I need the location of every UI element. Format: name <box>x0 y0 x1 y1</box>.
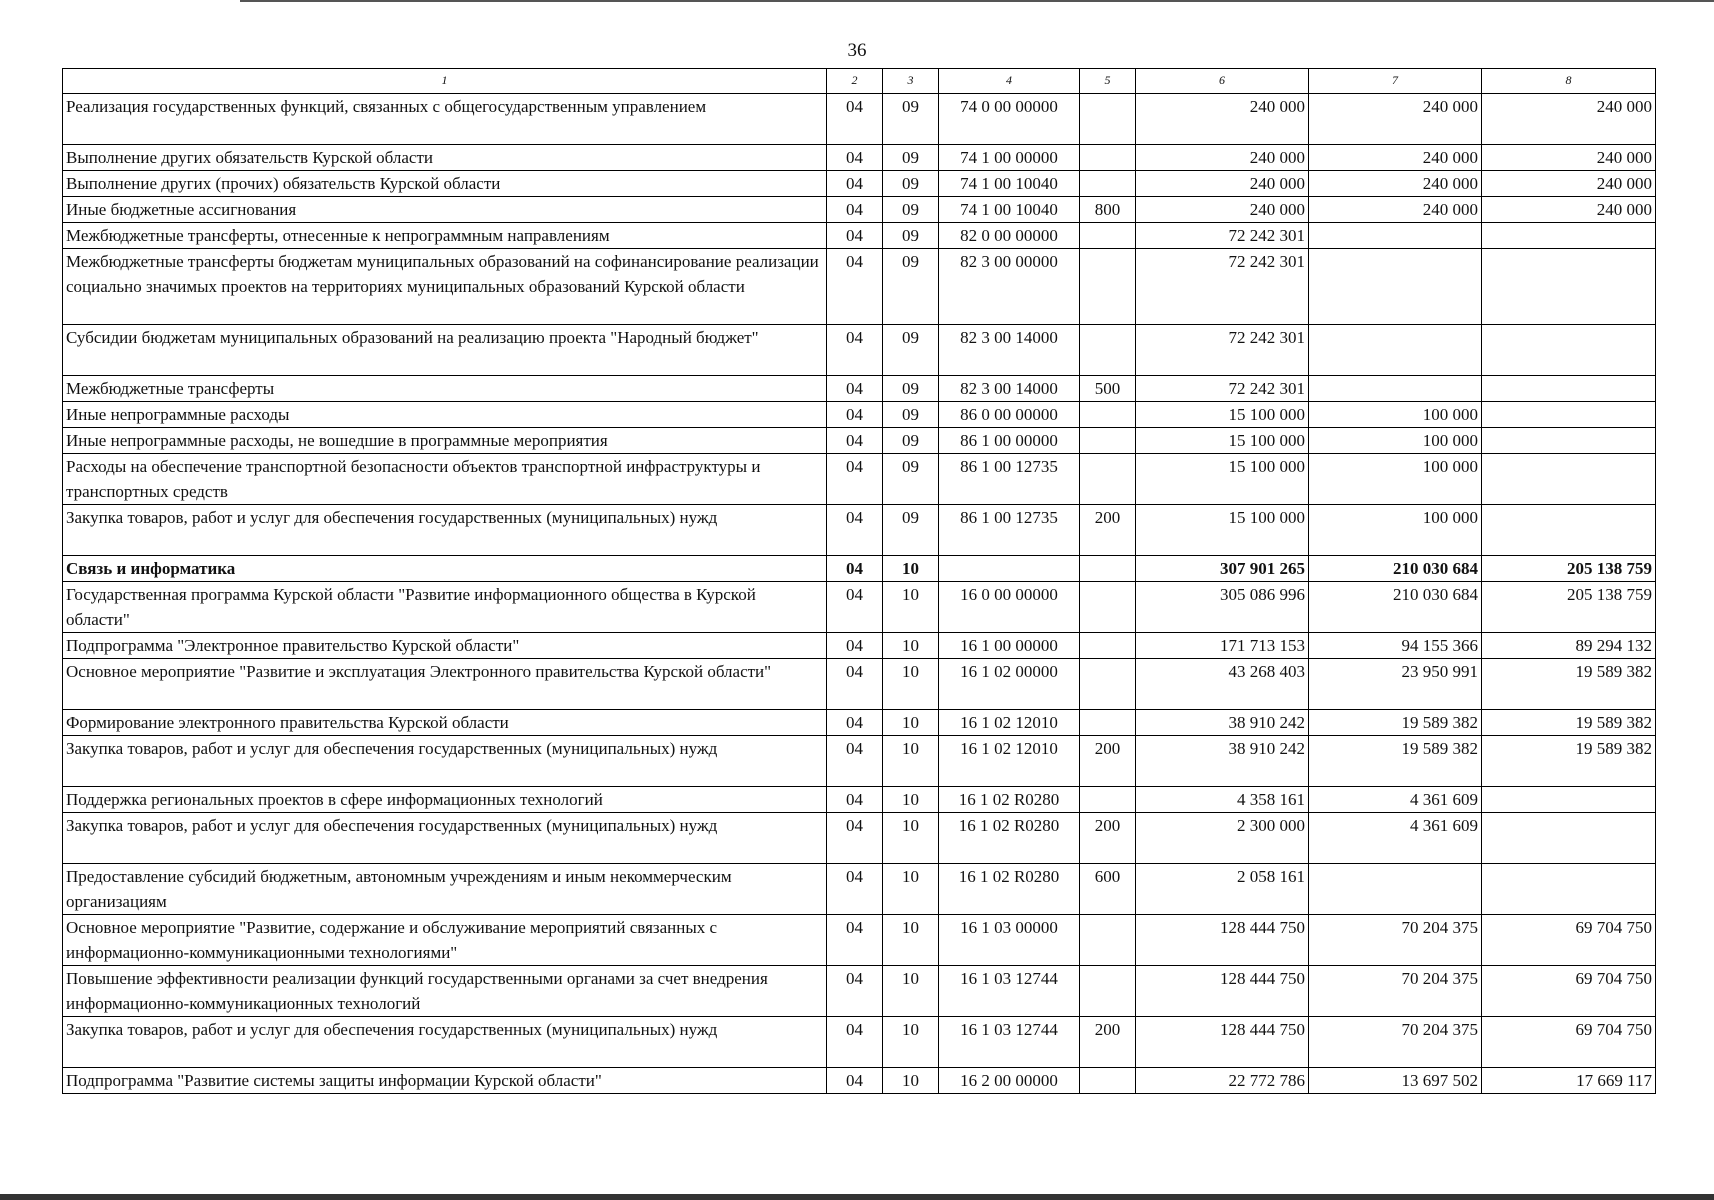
row-section: 04 <box>827 966 883 1017</box>
row-name: Подпрограмма "Развитие системы защиты информации Курской области" <box>63 1068 827 1094</box>
row-sum-col8 <box>1482 249 1656 325</box>
row-subsection: 10 <box>883 915 939 966</box>
row-section: 04 <box>827 145 883 171</box>
row-sum-col7: 100 000 <box>1309 428 1482 454</box>
table-row <box>63 556 1656 582</box>
row-name: Государственная программа Курской области "Развитие информационного общества в Курской области" <box>63 582 827 633</box>
table-row <box>63 402 1656 428</box>
row-name: Выполнение других обязательств Курской области <box>63 145 827 171</box>
row-target-article <box>939 556 1080 582</box>
row-sum-col6: 305 086 996 <box>1136 582 1309 633</box>
row-section: 04 <box>827 915 883 966</box>
row-section: 04 <box>827 659 883 710</box>
row-sum-col7: 19 589 382 <box>1309 710 1482 736</box>
table-row <box>63 1068 1656 1094</box>
row-section: 04 <box>827 454 883 505</box>
row-sum-col6: 2 058 161 <box>1136 864 1309 915</box>
row-sum-col6: 72 242 301 <box>1136 223 1309 249</box>
row-sum-col8: 19 589 382 <box>1482 710 1656 736</box>
row-name: Связь и информатика <box>63 556 827 582</box>
row-name: Межбюджетные трансферты, отнесенные к непрограммным направлениям <box>63 223 827 249</box>
row-sum-col7: 23 950 991 <box>1309 659 1482 710</box>
row-expense-type <box>1080 966 1136 1017</box>
row-section: 04 <box>827 813 883 864</box>
row-subsection: 09 <box>883 94 939 145</box>
row-sum-col6: 307 901 265 <box>1136 556 1309 582</box>
budget-table <box>62 68 1656 1094</box>
row-sum-col8 <box>1482 813 1656 864</box>
row-sum-col8: 240 000 <box>1482 171 1656 197</box>
row-expense-type: 800 <box>1080 197 1136 223</box>
table-row <box>63 659 1656 710</box>
row-expense-type: 200 <box>1080 813 1136 864</box>
row-expense-type <box>1080 145 1136 171</box>
row-name: Закупка товаров, работ и услуг для обеспечения государственных (муниципальных) нужд <box>63 505 827 556</box>
row-section: 04 <box>827 582 883 633</box>
row-section: 04 <box>827 171 883 197</box>
row-sum-col7: 70 204 375 <box>1309 966 1482 1017</box>
row-target-article: 82 3 00 14000 <box>939 376 1080 402</box>
table-row <box>63 864 1656 915</box>
row-sum-col8: 17 669 117 <box>1482 1068 1656 1094</box>
row-expense-type <box>1080 1068 1136 1094</box>
row-sum-col7 <box>1309 376 1482 402</box>
row-name: Иные непрограммные расходы, не вошедшие в программные мероприятия <box>63 428 827 454</box>
row-sum-col8 <box>1482 223 1656 249</box>
row-sum-col8 <box>1482 325 1656 376</box>
row-target-article: 16 1 03 00000 <box>939 915 1080 966</box>
row-sum-col6: 240 000 <box>1136 197 1309 223</box>
row-expense-type <box>1080 915 1136 966</box>
table-row <box>63 633 1656 659</box>
row-sum-col6: 240 000 <box>1136 145 1309 171</box>
row-name: Формирование электронного правительства Курской области <box>63 710 827 736</box>
table-row <box>63 915 1656 966</box>
row-subsection: 10 <box>883 966 939 1017</box>
row-sum-col7: 100 000 <box>1309 505 1482 556</box>
row-target-article: 82 3 00 14000 <box>939 325 1080 376</box>
row-sum-col8 <box>1482 454 1656 505</box>
row-section: 04 <box>827 249 883 325</box>
row-subsection: 10 <box>883 582 939 633</box>
row-sum-col8: 205 138 759 <box>1482 556 1656 582</box>
row-expense-type <box>1080 710 1136 736</box>
row-name: Поддержка региональных проектов в сфере информационных технологий <box>63 787 827 813</box>
row-name: Расходы на обеспечение транспортной безопасности объектов транспортной инфраструктуры и транспортных средств <box>63 454 827 505</box>
row-sum-col7: 4 361 609 <box>1309 813 1482 864</box>
row-target-article: 16 1 03 12744 <box>939 966 1080 1017</box>
row-sum-col7: 70 204 375 <box>1309 915 1482 966</box>
row-section: 04 <box>827 325 883 376</box>
table-row <box>63 376 1656 402</box>
row-target-article: 16 1 02 12010 <box>939 710 1080 736</box>
table-row <box>63 428 1656 454</box>
row-subsection: 09 <box>883 325 939 376</box>
column-number: 3 <box>883 69 939 94</box>
row-expense-type <box>1080 454 1136 505</box>
row-sum-col7: 70 204 375 <box>1309 1017 1482 1068</box>
row-section: 04 <box>827 736 883 787</box>
row-expense-type <box>1080 402 1136 428</box>
row-subsection: 09 <box>883 171 939 197</box>
row-expense-type <box>1080 94 1136 145</box>
row-expense-type: 600 <box>1080 864 1136 915</box>
row-sum-col6: 72 242 301 <box>1136 376 1309 402</box>
row-target-article: 16 0 00 00000 <box>939 582 1080 633</box>
row-sum-col8: 69 704 750 <box>1482 1017 1656 1068</box>
row-sum-col6: 128 444 750 <box>1136 1017 1309 1068</box>
row-sum-col8 <box>1482 787 1656 813</box>
column-number: 1 <box>63 69 827 94</box>
table-row <box>63 787 1656 813</box>
column-number: 5 <box>1080 69 1136 94</box>
row-expense-type: 200 <box>1080 736 1136 787</box>
row-subsection: 10 <box>883 1017 939 1068</box>
row-sum-col7: 94 155 366 <box>1309 633 1482 659</box>
row-sum-col7: 210 030 684 <box>1309 556 1482 582</box>
row-sum-col6: 15 100 000 <box>1136 402 1309 428</box>
row-sum-col8: 19 589 382 <box>1482 736 1656 787</box>
row-section: 04 <box>827 197 883 223</box>
row-expense-type <box>1080 633 1136 659</box>
table-row <box>63 582 1656 633</box>
row-section: 04 <box>827 787 883 813</box>
row-target-article: 16 1 02 R0280 <box>939 813 1080 864</box>
row-target-article: 74 0 00 00000 <box>939 94 1080 145</box>
row-subsection: 10 <box>883 813 939 864</box>
row-sum-col6: 38 910 242 <box>1136 736 1309 787</box>
row-sum-col8 <box>1482 376 1656 402</box>
row-sum-col8: 205 138 759 <box>1482 582 1656 633</box>
column-number: 8 <box>1482 69 1656 94</box>
row-target-article: 74 1 00 10040 <box>939 171 1080 197</box>
row-expense-type <box>1080 249 1136 325</box>
row-sum-col6: 128 444 750 <box>1136 915 1309 966</box>
row-sum-col6: 15 100 000 <box>1136 454 1309 505</box>
row-target-article: 16 1 02 R0280 <box>939 787 1080 813</box>
row-section: 04 <box>827 402 883 428</box>
row-expense-type <box>1080 171 1136 197</box>
row-name: Закупка товаров, работ и услуг для обеспечения государственных (муниципальных) нужд <box>63 1017 827 1068</box>
row-sum-col8: 69 704 750 <box>1482 966 1656 1017</box>
row-name: Повышение эффективности реализации функций государственными органами за счет внедрения информационно-коммуникационных технологий <box>63 966 827 1017</box>
row-name: Подпрограмма "Электронное правительство Курской области" <box>63 633 827 659</box>
row-subsection: 09 <box>883 223 939 249</box>
row-sum-col7 <box>1309 249 1482 325</box>
scan-edge-bottom <box>0 1194 1714 1200</box>
table-row <box>63 145 1656 171</box>
table-row <box>63 710 1656 736</box>
row-name: Реализация государственных функций, связанных с общегосударственным управлением <box>63 94 827 145</box>
row-sum-col8: 69 704 750 <box>1482 915 1656 966</box>
row-sum-col8 <box>1482 864 1656 915</box>
row-sum-col6: 171 713 153 <box>1136 633 1309 659</box>
row-expense-type <box>1080 787 1136 813</box>
row-subsection: 10 <box>883 556 939 582</box>
row-target-article: 86 1 00 12735 <box>939 505 1080 556</box>
row-sum-col8 <box>1482 505 1656 556</box>
row-subsection: 09 <box>883 249 939 325</box>
table-row <box>63 454 1656 505</box>
row-sum-col6: 15 100 000 <box>1136 428 1309 454</box>
row-subsection: 10 <box>883 1068 939 1094</box>
row-subsection: 09 <box>883 197 939 223</box>
table-row <box>63 171 1656 197</box>
row-sum-col8: 240 000 <box>1482 94 1656 145</box>
row-target-article: 16 1 03 12744 <box>939 1017 1080 1068</box>
row-sum-col6: 128 444 750 <box>1136 966 1309 1017</box>
row-subsection: 09 <box>883 454 939 505</box>
row-section: 04 <box>827 428 883 454</box>
row-expense-type <box>1080 428 1136 454</box>
row-sum-col6: 43 268 403 <box>1136 659 1309 710</box>
row-sum-col7: 210 030 684 <box>1309 582 1482 633</box>
row-sum-col6: 15 100 000 <box>1136 505 1309 556</box>
row-sum-col7: 240 000 <box>1309 197 1482 223</box>
row-section: 04 <box>827 505 883 556</box>
column-number: 2 <box>827 69 883 94</box>
row-sum-col7: 100 000 <box>1309 402 1482 428</box>
row-name: Основное мероприятие "Развитие, содержание и обслуживание мероприятий связанных с информационно-коммуникационными технологиями" <box>63 915 827 966</box>
row-name: Иные непрограммные расходы <box>63 402 827 428</box>
row-name: Закупка товаров, работ и услуг для обеспечения государственных (муниципальных) нужд <box>63 736 827 787</box>
row-sum-col6: 240 000 <box>1136 94 1309 145</box>
row-subsection: 10 <box>883 633 939 659</box>
row-sum-col8 <box>1482 402 1656 428</box>
table-row <box>63 223 1656 249</box>
row-section: 04 <box>827 1017 883 1068</box>
table-row <box>63 966 1656 1017</box>
row-sum-col8: 89 294 132 <box>1482 633 1656 659</box>
row-expense-type <box>1080 556 1136 582</box>
row-target-article: 74 1 00 10040 <box>939 197 1080 223</box>
row-name: Межбюджетные трансферты <box>63 376 827 402</box>
row-expense-type <box>1080 659 1136 710</box>
row-section: 04 <box>827 1068 883 1094</box>
row-expense-type <box>1080 582 1136 633</box>
row-expense-type <box>1080 223 1136 249</box>
column-number: 7 <box>1309 69 1482 94</box>
row-subsection: 10 <box>883 659 939 710</box>
row-name: Субсидии бюджетам муниципальных образований на реализацию проекта "Народный бюджет" <box>63 325 827 376</box>
row-sum-col6: 72 242 301 <box>1136 325 1309 376</box>
row-subsection: 09 <box>883 145 939 171</box>
row-sum-col6: 2 300 000 <box>1136 813 1309 864</box>
table-row <box>63 505 1656 556</box>
column-number-row <box>63 69 1656 94</box>
row-section: 04 <box>827 864 883 915</box>
row-subsection: 10 <box>883 864 939 915</box>
table-row <box>63 197 1656 223</box>
row-sum-col7 <box>1309 864 1482 915</box>
page-number: 36 <box>847 40 867 61</box>
row-sum-col6: 240 000 <box>1136 171 1309 197</box>
table-row <box>63 1017 1656 1068</box>
row-sum-col7: 4 361 609 <box>1309 787 1482 813</box>
row-subsection: 09 <box>883 402 939 428</box>
row-subsection: 09 <box>883 376 939 402</box>
row-expense-type <box>1080 325 1136 376</box>
row-sum-col8 <box>1482 428 1656 454</box>
row-sum-col6: 22 772 786 <box>1136 1068 1309 1094</box>
row-sum-col6: 4 358 161 <box>1136 787 1309 813</box>
row-subsection: 10 <box>883 710 939 736</box>
row-section: 04 <box>827 376 883 402</box>
row-section: 04 <box>827 556 883 582</box>
row-subsection: 10 <box>883 736 939 787</box>
table-row <box>63 736 1656 787</box>
row-expense-type: 500 <box>1080 376 1136 402</box>
row-sum-col7: 19 589 382 <box>1309 736 1482 787</box>
row-expense-type: 200 <box>1080 1017 1136 1068</box>
table-row <box>63 249 1656 325</box>
row-section: 04 <box>827 710 883 736</box>
row-name: Иные бюджетные ассигнования <box>63 197 827 223</box>
row-subsection: 09 <box>883 505 939 556</box>
row-target-article: 82 3 00 00000 <box>939 249 1080 325</box>
row-sum-col8: 19 589 382 <box>1482 659 1656 710</box>
row-name: Закупка товаров, работ и услуг для обеспечения государственных (муниципальных) нужд <box>63 813 827 864</box>
row-sum-col6: 72 242 301 <box>1136 249 1309 325</box>
row-target-article: 16 1 02 00000 <box>939 659 1080 710</box>
row-sum-col8: 240 000 <box>1482 145 1656 171</box>
row-sum-col7: 240 000 <box>1309 94 1482 145</box>
row-sum-col7: 240 000 <box>1309 145 1482 171</box>
row-section: 04 <box>827 223 883 249</box>
table-row <box>63 94 1656 145</box>
row-sum-col7 <box>1309 223 1482 249</box>
row-sum-col7 <box>1309 325 1482 376</box>
column-number: 4 <box>939 69 1080 94</box>
row-sum-col7: 240 000 <box>1309 171 1482 197</box>
row-section: 04 <box>827 94 883 145</box>
row-target-article: 86 1 00 12735 <box>939 454 1080 505</box>
row-target-article: 86 0 00 00000 <box>939 402 1080 428</box>
row-target-article: 16 1 02 12010 <box>939 736 1080 787</box>
row-name: Межбюджетные трансферты бюджетам муниципальных образований на софинансирование реализации социально значимых проектов на территориях муниципальных образований Курской области <box>63 249 827 325</box>
row-subsection: 10 <box>883 787 939 813</box>
scan-edge-top <box>240 0 1714 2</box>
row-target-article: 74 1 00 00000 <box>939 145 1080 171</box>
row-sum-col8: 240 000 <box>1482 197 1656 223</box>
row-sum-col7: 100 000 <box>1309 454 1482 505</box>
row-target-article: 16 2 00 00000 <box>939 1068 1080 1094</box>
row-expense-type: 200 <box>1080 505 1136 556</box>
row-name: Выполнение других (прочих) обязательств Курской области <box>63 171 827 197</box>
row-sum-col7: 13 697 502 <box>1309 1068 1482 1094</box>
row-section: 04 <box>827 633 883 659</box>
table-row <box>63 813 1656 864</box>
row-subsection: 09 <box>883 428 939 454</box>
row-target-article: 86 1 00 00000 <box>939 428 1080 454</box>
table-row <box>63 325 1656 376</box>
row-target-article: 16 1 00 00000 <box>939 633 1080 659</box>
row-name: Основное мероприятие "Развитие и эксплуатация Электронного правительства Курской области" <box>63 659 827 710</box>
column-number: 6 <box>1136 69 1309 94</box>
row-target-article: 82 0 00 00000 <box>939 223 1080 249</box>
row-target-article: 16 1 02 R0280 <box>939 864 1080 915</box>
row-sum-col6: 38 910 242 <box>1136 710 1309 736</box>
row-name: Предоставление субсидий бюджетным, автономным учреждениям и иным некоммерческим организациям <box>63 864 827 915</box>
